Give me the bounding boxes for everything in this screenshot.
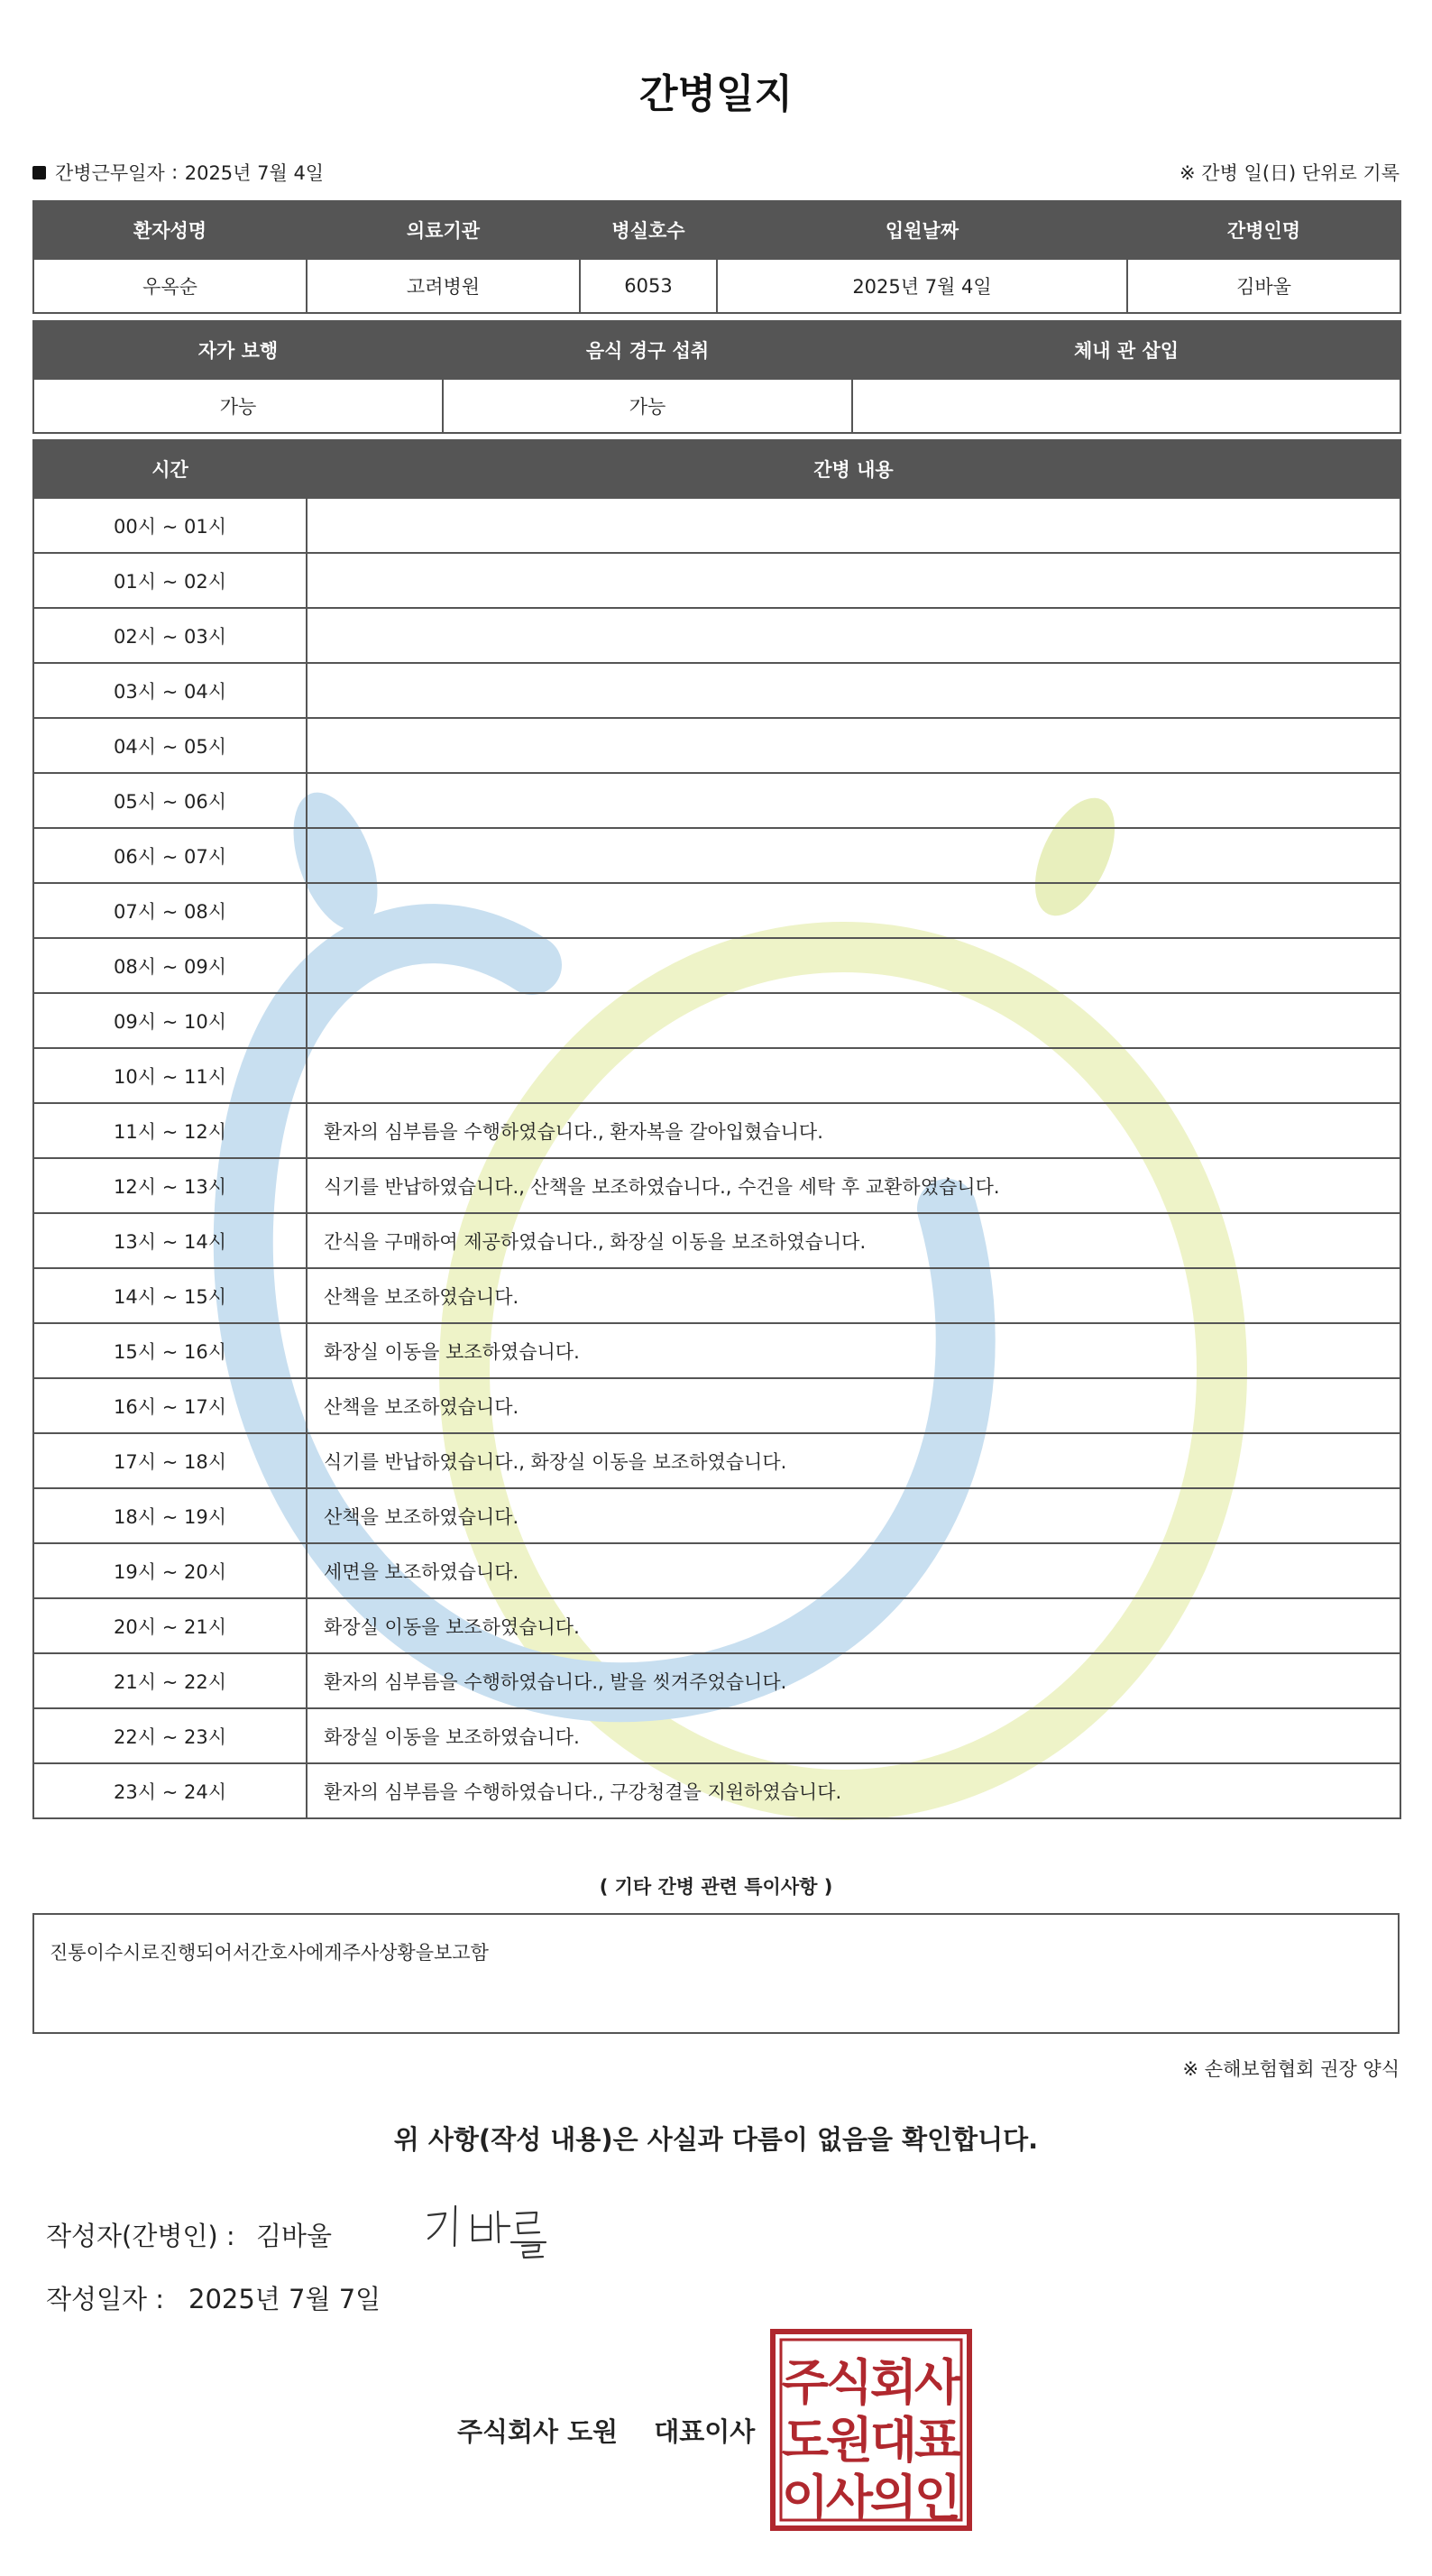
tube-header: 체내 관 삽입	[852, 321, 1400, 379]
table-row	[33, 718, 1400, 773]
writer-name: 김바울	[256, 2221, 333, 2251]
svg-text:주: 주	[781, 2354, 830, 2411]
time-cell: 05시 ~ 06시	[33, 773, 307, 828]
care-content-cell: 산책을 보조하였습니다.	[307, 1378, 1400, 1433]
time-cell: 10시 ~ 11시	[33, 1048, 307, 1103]
table-row	[33, 828, 1400, 883]
table-row	[33, 1598, 1400, 1653]
work-date-line	[32, 159, 324, 186]
walking-value: 가능	[33, 379, 443, 433]
table-row	[33, 1378, 1400, 1433]
hospital-value: 고려병원	[307, 259, 580, 313]
table-row	[33, 1433, 1400, 1488]
tube-value	[852, 379, 1400, 433]
care-content-cell: 세면을 보조하였습니다.	[307, 1543, 1400, 1598]
care-content-cell	[307, 993, 1400, 1048]
care-content-cell: 식기를 반납하였습니다., 화장실 이동을 보조하였습니다.	[307, 1433, 1400, 1488]
table-row	[33, 1543, 1400, 1598]
care-content-cell	[307, 883, 1400, 938]
work-date-label: 간병근무일자	[55, 162, 165, 184]
patient-name-value: 우옥순	[33, 259, 307, 313]
time-cell: 06시 ~ 07시	[33, 828, 307, 883]
caregiver-header: 간병인명	[1127, 201, 1400, 259]
table-row	[33, 1653, 1400, 1708]
care-content-cell	[307, 553, 1400, 608]
patient-name-header: 환자성명	[33, 201, 307, 259]
company-name: 주식회사 도원	[457, 2416, 619, 2447]
table-row	[33, 773, 1400, 828]
svg-text:인: 인	[913, 2470, 962, 2526]
care-content-cell	[307, 718, 1400, 773]
writer-label: 작성자(간병인) :	[46, 2221, 235, 2251]
table-row	[33, 1213, 1400, 1268]
care-content-cell: 화장실 이동을 보조하였습니다.	[307, 1708, 1400, 1763]
table-row	[33, 663, 1400, 718]
care-content-cell	[307, 828, 1400, 883]
handwritten-signature	[386, 2195, 566, 2259]
care-content-cell: 환자의 심부름을 수행하였습니다., 환자복을 갈아입혔습니다.	[307, 1103, 1400, 1158]
caregiver-value: 김바울	[1127, 259, 1400, 313]
work-date-separator: :	[171, 161, 179, 183]
time-header: 시간	[33, 440, 307, 498]
svg-text:사: 사	[913, 2354, 962, 2411]
time-cell: 17시 ~ 18시	[33, 1433, 307, 1488]
time-cell: 14시 ~ 15시	[33, 1268, 307, 1323]
oral-intake-header: 음식 경구 섭취	[443, 321, 852, 379]
time-cell: 01시 ~ 02시	[33, 553, 307, 608]
care-content-cell	[307, 663, 1400, 718]
confirmation-statement: 위 사항(작성 내용)은 사실과 다름이 없음을 확인합니다.	[393, 2124, 1039, 2155]
svg-text:도: 도	[781, 2412, 830, 2469]
daily-record-note: ※ 간병 일(日) 단위로 기록	[1180, 162, 1400, 184]
svg-text:식: 식	[825, 2354, 874, 2411]
company-seal-stamp	[770, 2329, 972, 2531]
care-content-cell: 화장실 이동을 보조하였습니다.	[307, 1598, 1400, 1653]
written-date-label: 작성일자 :	[46, 2284, 165, 2314]
time-cell: 02시 ~ 03시	[33, 608, 307, 663]
care-content-cell	[307, 938, 1400, 993]
room-header: 병실호수	[580, 201, 717, 259]
special-notes-box	[32, 1913, 1400, 2034]
table-row	[33, 608, 1400, 663]
oral-intake-value: 가능	[443, 379, 852, 433]
time-cell: 13시 ~ 14시	[33, 1213, 307, 1268]
time-cell: 09시 ~ 10시	[33, 993, 307, 1048]
time-cell: 00시 ~ 01시	[33, 498, 307, 553]
walking-header: 자가 보행	[33, 321, 443, 379]
time-cell: 03시 ~ 04시	[33, 663, 307, 718]
svg-text:회: 회	[869, 2354, 918, 2411]
care-content-cell: 화장실 이동을 보조하였습니다.	[307, 1323, 1400, 1378]
table-row	[33, 553, 1400, 608]
svg-text:이: 이	[781, 2470, 830, 2526]
writer-line	[46, 2216, 332, 2253]
table-row	[33, 1323, 1400, 1378]
time-cell: 11시 ~ 12시	[33, 1103, 307, 1158]
time-cell: 18시 ~ 19시	[33, 1488, 307, 1543]
care-content-cell: 환자의 심부름을 수행하였습니다., 발을 씻겨주었습니다.	[307, 1653, 1400, 1708]
table-row	[33, 498, 1400, 553]
page-title: 간병일지	[638, 71, 793, 117]
care-content-cell	[307, 498, 1400, 553]
written-date-value: 2025년 7월 7일	[188, 2284, 381, 2314]
time-cell: 20시 ~ 21시	[33, 1598, 307, 1653]
care-content-cell: 간식을 구매하여 제공하였습니다., 화장실 이동을 보조하였습니다.	[307, 1213, 1400, 1268]
svg-text:원: 원	[825, 2412, 874, 2469]
time-cell: 15시 ~ 16시	[33, 1323, 307, 1378]
special-notes-text: 진통이수시로진행되어서간호사에게주사상황을보고함	[50, 1942, 489, 1964]
care-content-cell: 식기를 반납하였습니다., 산책을 보조하였습니다., 수건을 세탁 후 교환하였습니다.	[307, 1158, 1400, 1213]
time-cell: 22시 ~ 23시	[33, 1708, 307, 1763]
company-line	[457, 2412, 755, 2449]
table-row	[33, 1158, 1400, 1213]
care-content-cell: 환자의 심부름을 수행하였습니다., 구강청결을 지원하였습니다.	[307, 1763, 1400, 1818]
table-row	[33, 993, 1400, 1048]
ability-table	[32, 320, 1400, 434]
table-row	[33, 1708, 1400, 1763]
table-row	[33, 1048, 1400, 1103]
table-row	[33, 1763, 1400, 1818]
written-date-line	[46, 2279, 381, 2316]
admission-date-header: 입원날짜	[717, 201, 1127, 259]
room-value: 6053	[580, 259, 717, 313]
time-cell: 16시 ~ 17시	[33, 1378, 307, 1433]
patient-info-table	[32, 200, 1400, 314]
care-log-table	[32, 439, 1400, 1819]
table-row	[33, 883, 1400, 938]
table-row	[33, 1488, 1400, 1543]
time-cell: 23시 ~ 24시	[33, 1763, 307, 1818]
admission-date-value: 2025년 7월 4일	[717, 259, 1127, 313]
care-content-cell: 산책을 보조하였습니다.	[307, 1268, 1400, 1323]
association-note: ※ 손해보험협회 권장 양식	[1182, 2058, 1400, 2080]
time-cell: 08시 ~ 09시	[33, 938, 307, 993]
care-content-cell: 산책을 보조하였습니다.	[307, 1488, 1400, 1543]
table-row	[33, 1103, 1400, 1158]
svg-text:사: 사	[825, 2470, 874, 2526]
svg-text:대: 대	[869, 2412, 918, 2469]
care-content-cell	[307, 608, 1400, 663]
work-date-value: 2025년 7월 4일	[184, 162, 325, 184]
time-cell: 19시 ~ 20시	[33, 1543, 307, 1598]
table-row	[33, 938, 1400, 993]
care-content-header: 간병 내용	[307, 440, 1400, 498]
time-cell: 04시 ~ 05시	[33, 718, 307, 773]
svg-text:표: 표	[913, 2412, 962, 2469]
time-cell: 12시 ~ 13시	[33, 1158, 307, 1213]
table-row	[33, 1268, 1400, 1323]
hospital-header: 의료기관	[307, 201, 580, 259]
company-role: 대표이사	[654, 2416, 756, 2447]
time-cell: 07시 ~ 08시	[33, 883, 307, 938]
care-content-cell	[307, 1048, 1400, 1103]
care-content-cell	[307, 773, 1400, 828]
special-notes-title: ( 기타 간병 관련 특이사항 )	[599, 1876, 833, 1898]
time-cell: 21시 ~ 22시	[33, 1653, 307, 1708]
svg-text:의: 의	[869, 2470, 918, 2526]
square-bullet-icon	[32, 166, 46, 179]
